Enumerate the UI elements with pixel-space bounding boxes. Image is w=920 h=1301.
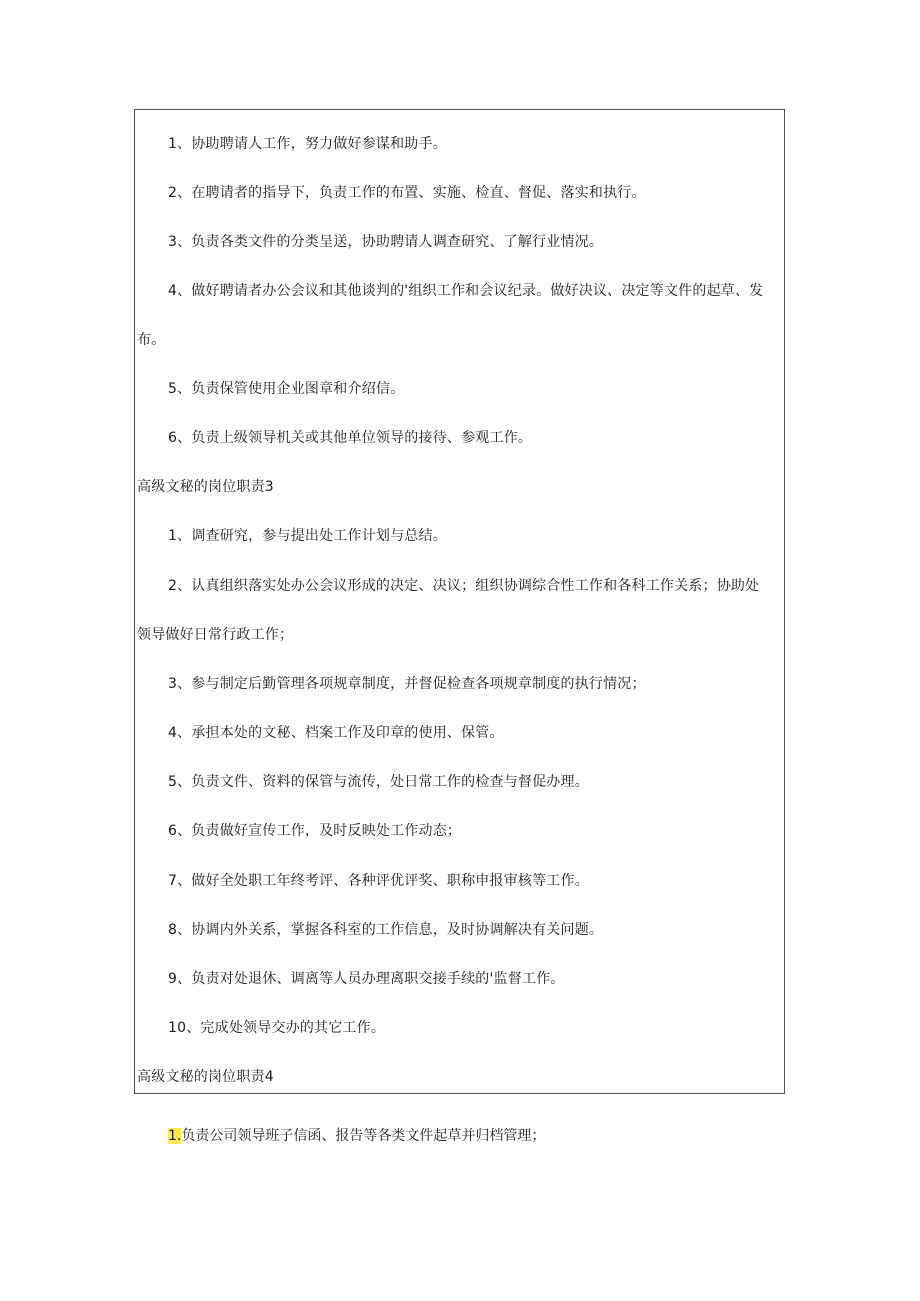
list-item: 10、完成处领导交办的其它工作。 — [168, 1020, 386, 1036]
list-item: 8、协调内外关系，掌握各科室的工作信息，及时协调解决有关问题。 — [168, 922, 604, 938]
list-item: 2、在聘请者的指导下，负责工作的布置、实施、检直、督促、落实和执行。 — [168, 185, 646, 201]
content-frame — [134, 109, 785, 1094]
list-item: 6、负责上级领导机关或其他单位领导的接待、参观工作。 — [168, 430, 533, 446]
list-item-text: 负责公司领导班子信函、报告等各类文件起草并归档管理； — [181, 1128, 546, 1144]
highlighted-marker: 1. — [168, 1128, 182, 1144]
list-item: 5、负责保管使用企业图章和介绍信。 — [168, 381, 405, 397]
list-item — [168, 1127, 545, 1145]
list-item: 6、负责做好宣传工作，及时反映处工作动态； — [168, 823, 462, 839]
list-item: 9、负责对处退休、调离等人员办理离职交接手续的'监督工作。 — [168, 971, 565, 987]
list-item: 5、负责文件、资料的保管与流传，处日常工作的检查与督促办理。 — [168, 774, 589, 790]
list-item: 3、负责各类文件的分类呈送，协助聘请人调查研究、了解行业情况。 — [168, 234, 604, 250]
section-heading: 高级文秘的岗位职责4 — [137, 1069, 274, 1085]
list-item: 2、认真组织落实处办公会议形成的决定、决议；组织协调综合性工作和各科工作关系；协助处 — [168, 578, 760, 594]
section-heading: 高级文秘的岗位职责3 — [137, 479, 274, 495]
list-item: 3、参与制定后勤管理各项规章制度，并督促检查各项规章制度的执行情况； — [168, 676, 646, 692]
list-item: 4、承担本处的文秘、档案工作及印章的使用、保管。 — [168, 725, 504, 741]
list-item-continuation: 布。 — [137, 332, 166, 348]
list-item-continuation: 领导做好日常行政工作； — [137, 627, 294, 643]
list-item: 4、做好聘请者办公会议和其他谈判的'组织工作和会议纪录。做好决议、决定等文件的起草、发 — [168, 283, 764, 299]
list-item: 1、协助聘请人工作，努力做好参谋和助手。 — [168, 136, 447, 152]
list-item: 7、做好全处职工年终考评、各种评优评奖、职称申报审核等工作。 — [168, 873, 589, 889]
list-item: 1、调查研究，参与提出处工作计划与总结。 — [168, 528, 447, 544]
